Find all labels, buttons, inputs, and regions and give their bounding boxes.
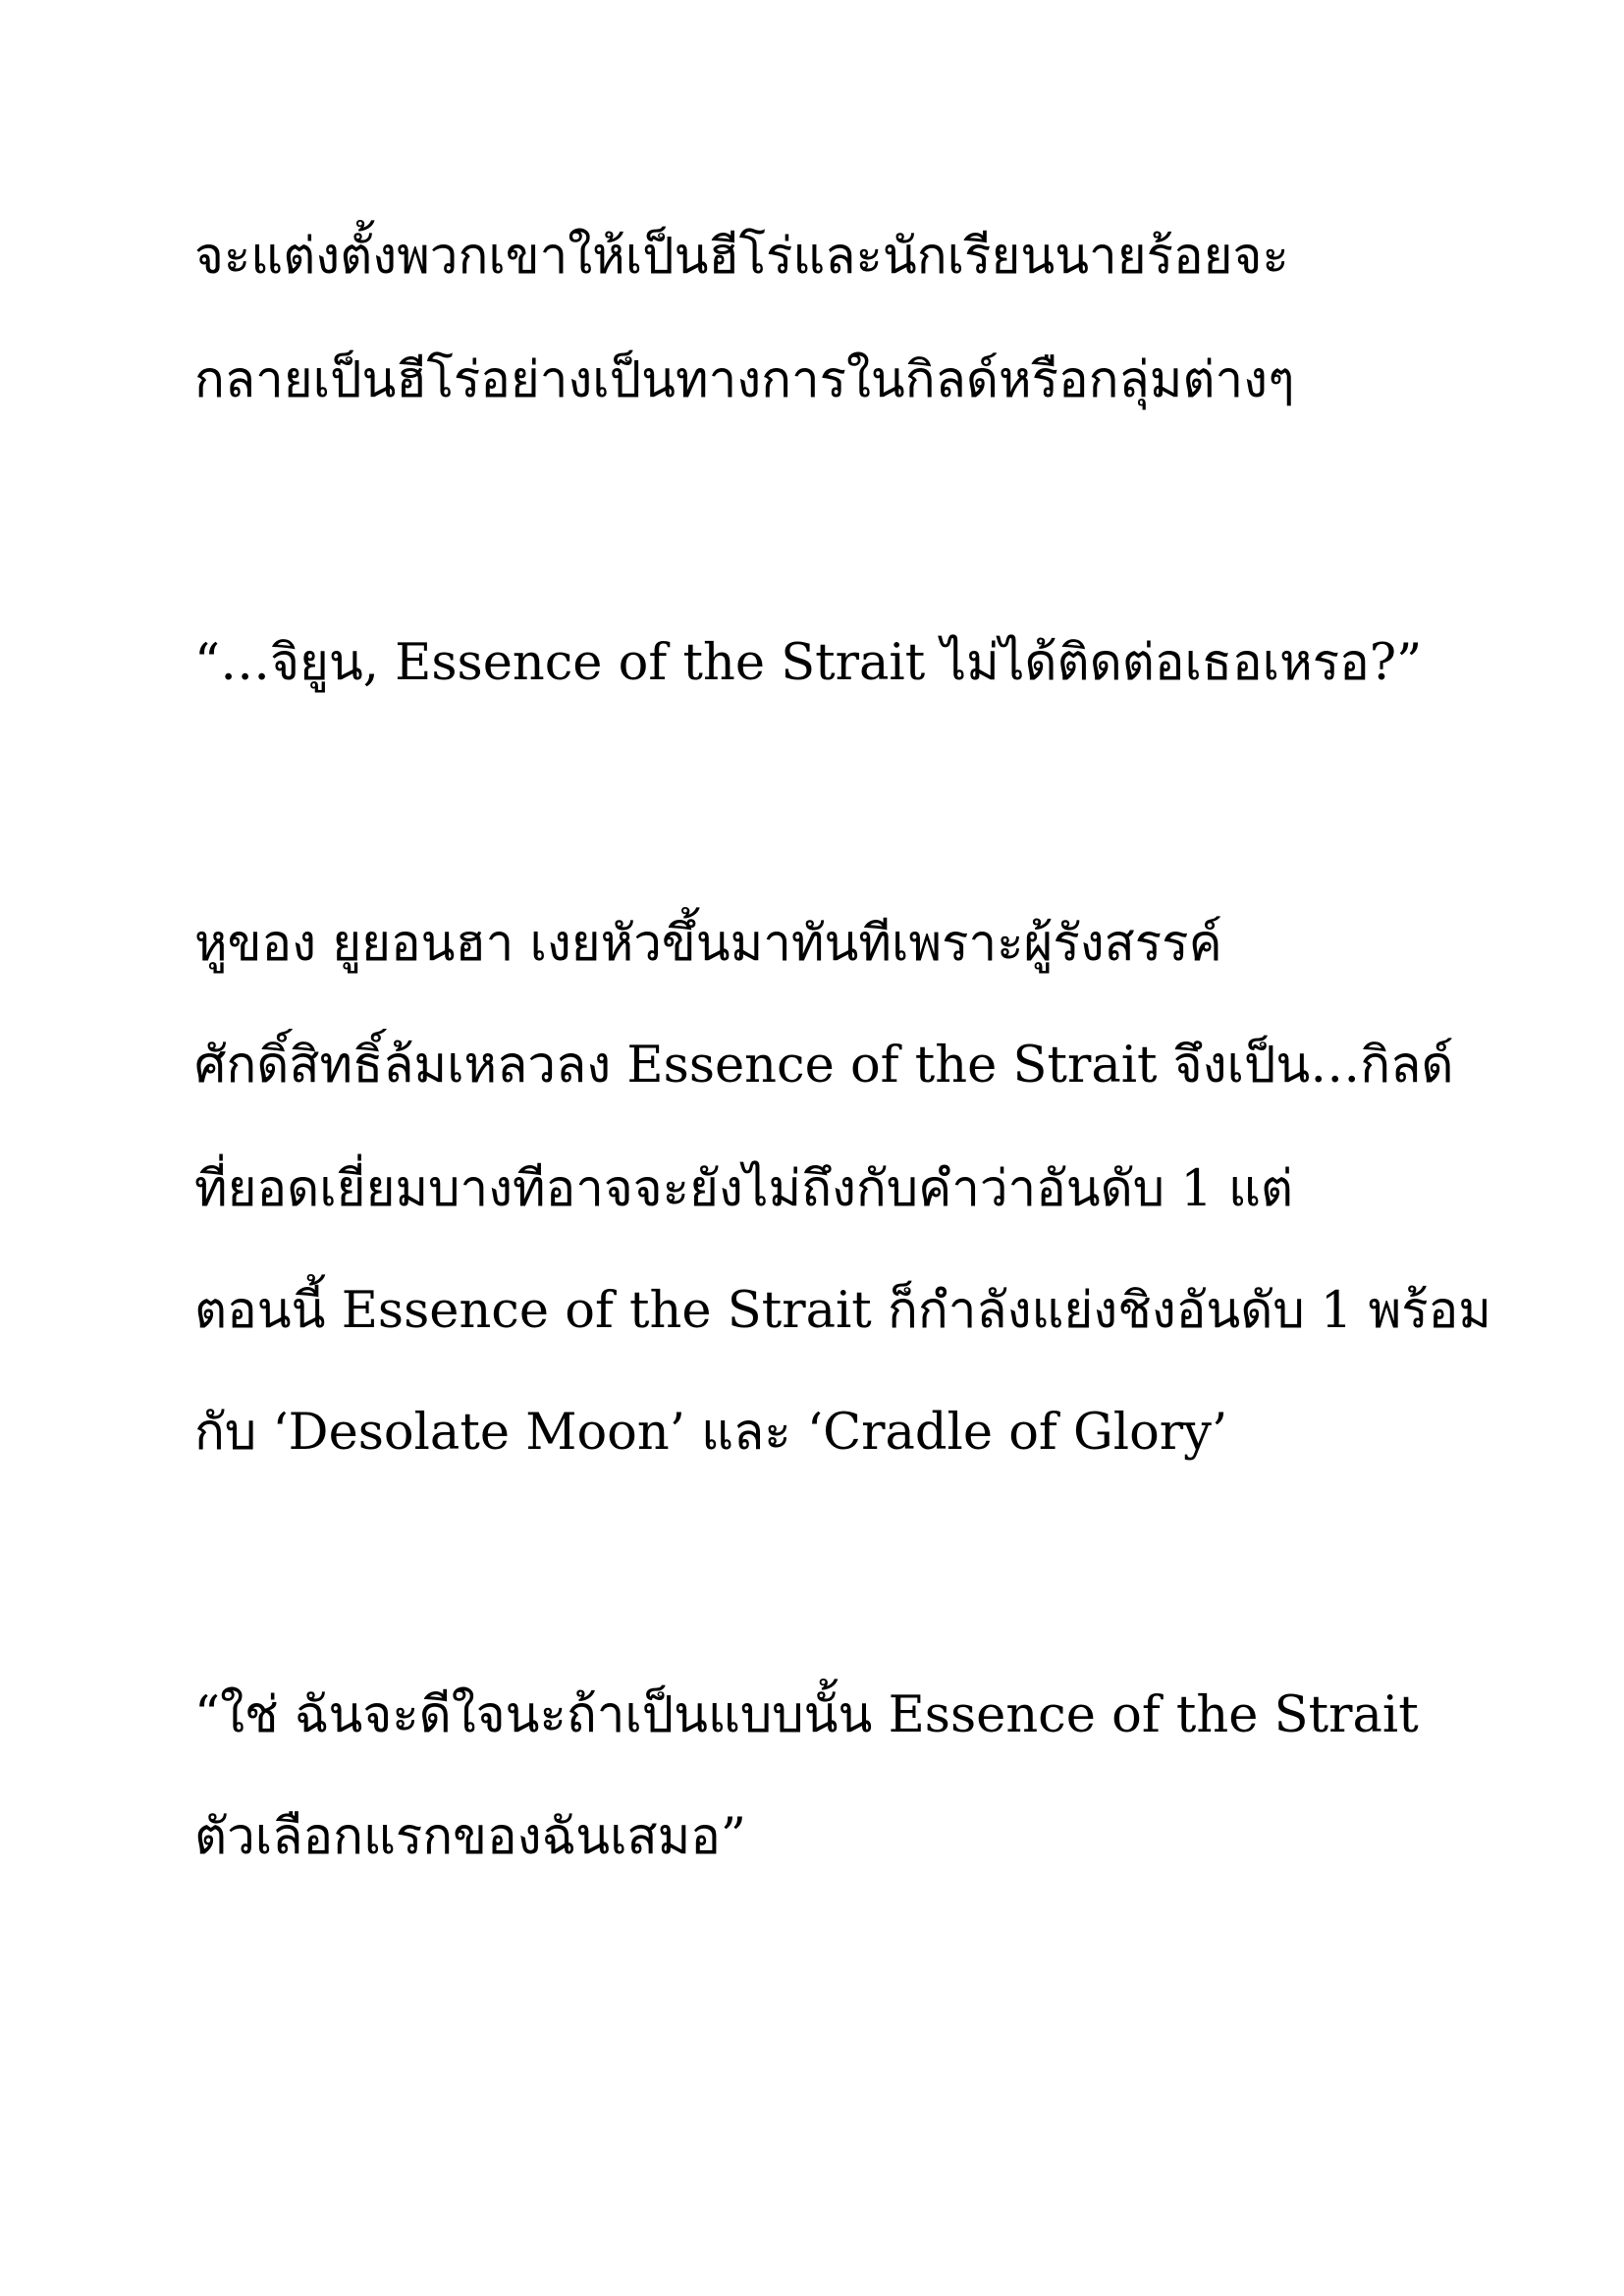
paragraph-1-line-2: กลายเป็นฮีโร่อย่างเป็นทางการในกิลด์หรือกลุ่มต่างๆ (194, 351, 1295, 409)
paragraph-3-line-3: ที่ยอดเยี่ยมบางทีอาจจะยังไม่ถึงกับคำว่าอันดับ 1 แต่ (194, 1160, 1293, 1218)
paragraph-3-line-5: กับ ‘Desolate Moon’ และ ‘Cradle of Glory’ (194, 1404, 1228, 1462)
paragraph-3-line-4: ตอนนี้ Essence of the Strait ก็กำลังแย่งชิงอันดับ 1 พร้อม (194, 1282, 1491, 1340)
paragraph-3-line-2: ศักดิ์สิทธิ์ล้มเหลวลง Essence of the Strait จึงเป็น…กิลด์ (194, 1037, 1454, 1095)
paragraph-4-line-1: “ใช่ ฉันจะดีใจนะถ้าเป็นแบบนั้น Essence of the Strait (194, 1686, 1419, 1744)
paragraph-4-line-2: ตัวเลือกแรกของฉันเสมอ” (194, 1808, 746, 1866)
paragraph-2-line-1: “…จิยูน, Essence of the Strait ไม่ได้ติดต่อเธอเหรอ?” (194, 634, 1423, 692)
paragraph-1-line-1: จะแต่งตั้งพวกเขาให้เป็นฮีโร่และนักเรียนนายร้อยจะ (194, 228, 1289, 286)
paragraph-3-line-1: หูของ ยูยอนฮา เงยหัวขึ้นมาทันทีเพราะผู้รังสรรค์ (194, 915, 1222, 973)
